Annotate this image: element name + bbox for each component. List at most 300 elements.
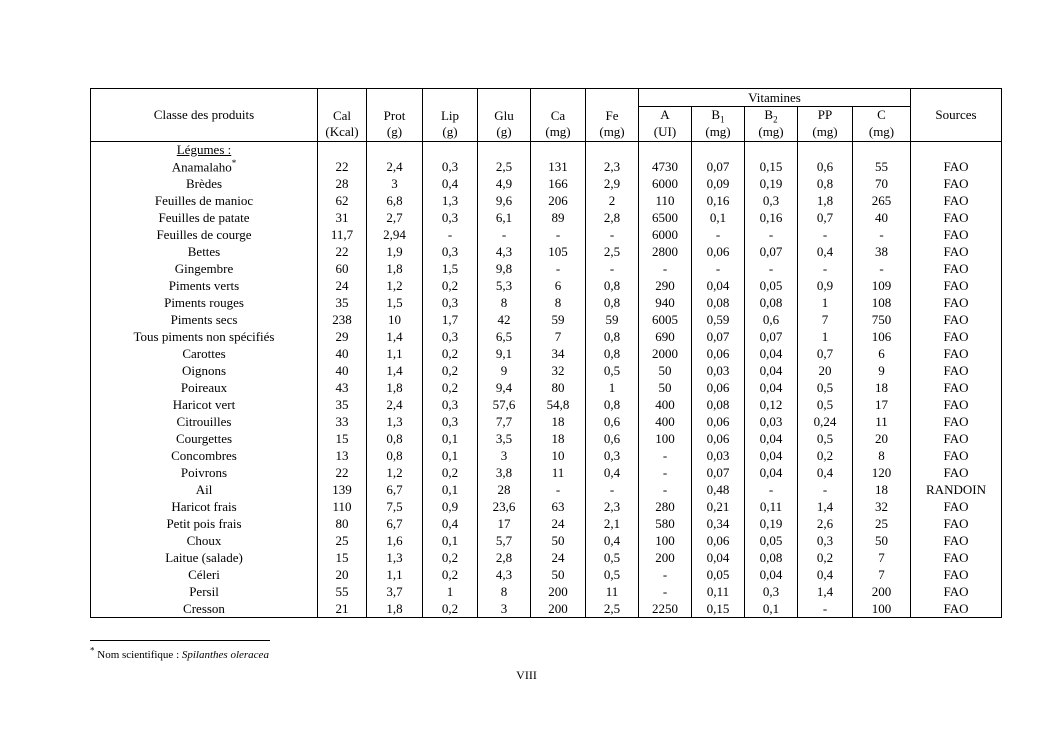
value-cell: 38 xyxy=(853,243,911,260)
value-cell: 400 xyxy=(639,396,692,413)
source-cell: FAO xyxy=(911,158,1002,175)
table-row xyxy=(91,158,1002,175)
value-cell: 0,2 xyxy=(798,447,853,464)
value-cell: 22 xyxy=(318,464,367,481)
footnote xyxy=(90,640,270,661)
table-row xyxy=(91,175,1002,192)
product-name-cell: Concombres xyxy=(91,447,318,464)
value-cell: 6 xyxy=(853,345,911,362)
value-cell: 100 xyxy=(639,430,692,447)
value-cell: 23,6 xyxy=(478,498,531,515)
value-cell: 0,5 xyxy=(586,566,639,583)
source-cell: FAO xyxy=(911,362,1002,379)
col-name: Glu xyxy=(494,107,514,123)
product-name-cell: Carottes xyxy=(91,345,318,362)
value-cell: - xyxy=(798,600,853,617)
product-name-cell: Haricot frais xyxy=(91,498,318,515)
value-cell: 20 xyxy=(318,566,367,583)
value-cell: 0,04 xyxy=(692,549,745,566)
value-cell: 0,1 xyxy=(423,430,478,447)
group-label: Légumes : xyxy=(91,141,318,158)
value-cell: 0,3 xyxy=(423,396,478,413)
product-name-cell: Cresson xyxy=(91,600,318,617)
value-cell: 0,3 xyxy=(423,209,478,226)
product-name-cell: Feuilles de manioc xyxy=(91,192,318,209)
value-cell: 10 xyxy=(531,447,586,464)
product-name-cell: Gingembre xyxy=(91,260,318,277)
value-cell: 2,6 xyxy=(798,515,853,532)
value-cell: 9,1 xyxy=(478,345,531,362)
value-cell: 0,16 xyxy=(745,209,798,226)
col-name: Fe xyxy=(605,107,619,123)
value-cell: 50 xyxy=(639,379,692,396)
value-cell: - xyxy=(692,260,745,277)
source-cell: FAO xyxy=(911,549,1002,566)
value-cell: 290 xyxy=(639,277,692,294)
value-cell: 0,4 xyxy=(586,464,639,481)
value-cell: 7,5 xyxy=(367,498,423,515)
col-name: Ca xyxy=(550,107,566,123)
source-cell: FAO xyxy=(911,209,1002,226)
value-cell: 0,04 xyxy=(692,277,745,294)
value-cell: 0,9 xyxy=(798,277,853,294)
value-cell: - xyxy=(798,260,853,277)
value-cell: - xyxy=(639,566,692,583)
product-name-cell: Piments verts xyxy=(91,277,318,294)
value-cell: 50 xyxy=(853,532,911,549)
value-cell: 28 xyxy=(478,481,531,498)
value-cell: 8 xyxy=(531,294,586,311)
value-cell: 6,5 xyxy=(478,328,531,345)
value-cell: 15 xyxy=(318,430,367,447)
product-name-cell: Piments rouges xyxy=(91,294,318,311)
value-cell: 1 xyxy=(798,328,853,345)
value-cell: 6,8 xyxy=(367,192,423,209)
value-cell: 2,1 xyxy=(586,515,639,532)
value-cell: 13 xyxy=(318,447,367,464)
value-cell: 6,1 xyxy=(478,209,531,226)
col-header-glu xyxy=(478,89,531,142)
value-cell: 7,7 xyxy=(478,413,531,430)
empty-cell xyxy=(586,141,639,158)
value-cell: 6005 xyxy=(639,311,692,328)
empty-cell xyxy=(692,141,745,158)
source-cell: FAO xyxy=(911,583,1002,600)
value-cell: 0,15 xyxy=(745,158,798,175)
value-cell: 24 xyxy=(531,515,586,532)
value-cell: 2800 xyxy=(639,243,692,260)
value-cell: 0,34 xyxy=(692,515,745,532)
value-cell: 6000 xyxy=(639,175,692,192)
value-cell: 2,3 xyxy=(586,158,639,175)
value-cell: 0,4 xyxy=(798,566,853,583)
value-cell: 5,7 xyxy=(478,532,531,549)
value-cell: 1,1 xyxy=(367,566,423,583)
value-cell: 35 xyxy=(318,294,367,311)
value-cell: 0,7 xyxy=(798,209,853,226)
value-cell: 109 xyxy=(853,277,911,294)
value-cell: 59 xyxy=(586,311,639,328)
value-cell: 110 xyxy=(318,498,367,515)
value-cell: 0,1 xyxy=(692,209,745,226)
table-row xyxy=(91,226,1002,243)
value-cell: 1,2 xyxy=(367,464,423,481)
value-cell: 0,8 xyxy=(586,277,639,294)
value-cell: 6500 xyxy=(639,209,692,226)
table-row xyxy=(91,430,1002,447)
value-cell: 32 xyxy=(853,498,911,515)
product-name-cell: Bettes xyxy=(91,243,318,260)
value-cell: 0,4 xyxy=(798,464,853,481)
table-row xyxy=(91,260,1002,277)
value-cell: 0,08 xyxy=(745,294,798,311)
value-cell: 0,9 xyxy=(423,498,478,515)
table-row xyxy=(91,243,1002,260)
table-row xyxy=(91,294,1002,311)
value-cell: 1,5 xyxy=(367,294,423,311)
value-cell: 22 xyxy=(318,243,367,260)
value-cell: 2,4 xyxy=(367,158,423,175)
value-cell: 3 xyxy=(478,600,531,617)
table-row xyxy=(91,345,1002,362)
table-row xyxy=(91,549,1002,566)
value-cell: 0,06 xyxy=(692,430,745,447)
value-cell: 40 xyxy=(318,362,367,379)
value-cell: 4,3 xyxy=(478,566,531,583)
source-cell: FAO xyxy=(911,277,1002,294)
value-cell: 0,11 xyxy=(692,583,745,600)
col-header-vit-pp: PP xyxy=(798,107,853,124)
value-cell: 0,4 xyxy=(798,243,853,260)
empty-cell xyxy=(367,141,423,158)
source-cell: FAO xyxy=(911,175,1002,192)
value-cell: 0,16 xyxy=(692,192,745,209)
product-name-cell: Poireaux xyxy=(91,379,318,396)
nutrition-table xyxy=(90,88,1002,618)
value-cell: 0,5 xyxy=(798,379,853,396)
value-cell: 0,08 xyxy=(692,396,745,413)
value-cell: 6 xyxy=(531,277,586,294)
product-name-cell: Anamalaho* xyxy=(91,158,318,175)
value-cell: 0,8 xyxy=(586,294,639,311)
value-cell: 9 xyxy=(853,362,911,379)
product-name-cell: Feuilles de patate xyxy=(91,209,318,226)
value-cell: 0,5 xyxy=(798,430,853,447)
value-cell: 50 xyxy=(639,362,692,379)
value-cell: 100 xyxy=(639,532,692,549)
value-cell: 29 xyxy=(318,328,367,345)
value-cell: 2,8 xyxy=(586,209,639,226)
value-cell: 0,2 xyxy=(423,464,478,481)
value-cell: 3,7 xyxy=(367,583,423,600)
value-cell: 1,9 xyxy=(367,243,423,260)
value-cell: - xyxy=(423,226,478,243)
value-cell: 50 xyxy=(531,532,586,549)
value-cell: 10 xyxy=(367,311,423,328)
value-cell: 1,4 xyxy=(798,498,853,515)
value-cell: 8 xyxy=(853,447,911,464)
col-unit: (g) xyxy=(496,123,512,139)
value-cell: 11 xyxy=(586,583,639,600)
source-cell: FAO xyxy=(911,192,1002,209)
value-cell: 1,4 xyxy=(367,362,423,379)
value-cell: 0,07 xyxy=(692,158,745,175)
empty-cell xyxy=(639,141,692,158)
col-header-cal xyxy=(318,89,367,142)
value-cell: 15 xyxy=(318,549,367,566)
table-header xyxy=(91,89,1002,142)
value-cell: 0,05 xyxy=(745,532,798,549)
product-name-cell: Oignons xyxy=(91,362,318,379)
table-row xyxy=(91,379,1002,396)
col-header-product: Classe des produits xyxy=(91,89,318,142)
value-cell: 0,06 xyxy=(692,413,745,430)
value-cell: 1,3 xyxy=(367,413,423,430)
value-cell: 40 xyxy=(853,209,911,226)
value-cell: 265 xyxy=(853,192,911,209)
table-row xyxy=(91,464,1002,481)
source-cell: FAO xyxy=(911,379,1002,396)
value-cell: - xyxy=(586,481,639,498)
col-unit-vit-pp: (mg) xyxy=(798,123,853,141)
value-cell: 0,04 xyxy=(745,447,798,464)
value-cell: 0,08 xyxy=(692,294,745,311)
value-cell: 1,2 xyxy=(367,277,423,294)
value-cell: 0,6 xyxy=(798,158,853,175)
product-name-cell: Citrouilles xyxy=(91,413,318,430)
value-cell: 0,07 xyxy=(745,328,798,345)
source-cell: FAO xyxy=(911,243,1002,260)
value-cell: 690 xyxy=(639,328,692,345)
value-cell: 6000 xyxy=(639,226,692,243)
value-cell: 100 xyxy=(853,600,911,617)
value-cell: 0,6 xyxy=(745,311,798,328)
value-cell: 1,7 xyxy=(423,311,478,328)
value-cell: 200 xyxy=(531,600,586,617)
value-cell: - xyxy=(478,226,531,243)
value-cell: 200 xyxy=(853,583,911,600)
value-cell: 0,2 xyxy=(423,345,478,362)
source-cell: FAO xyxy=(911,345,1002,362)
col-header-lip xyxy=(423,89,478,142)
value-cell: 0,04 xyxy=(745,362,798,379)
value-cell: 9,4 xyxy=(478,379,531,396)
value-cell: 7 xyxy=(853,549,911,566)
table-row xyxy=(91,532,1002,549)
footnote-text: * Nom scientifique : Spilanthes oleracea xyxy=(90,645,269,661)
value-cell: 0,12 xyxy=(745,396,798,413)
value-cell: 1,8 xyxy=(367,260,423,277)
empty-cell xyxy=(318,141,367,158)
value-cell: 24 xyxy=(531,549,586,566)
value-cell: 2,5 xyxy=(478,158,531,175)
empty-cell xyxy=(745,141,798,158)
col-header-vit-b2: $B_2$ xyxy=(745,107,798,124)
value-cell: 1,4 xyxy=(798,583,853,600)
value-cell: 28 xyxy=(318,175,367,192)
value-cell: 1 xyxy=(423,583,478,600)
empty-cell xyxy=(911,141,1002,158)
value-cell: 0,8 xyxy=(586,345,639,362)
value-cell: 25 xyxy=(318,532,367,549)
value-cell: 0,03 xyxy=(692,362,745,379)
col-name: Lip xyxy=(440,107,460,123)
table-row xyxy=(91,498,1002,515)
page-number: VIII xyxy=(516,668,537,682)
value-cell: 5,3 xyxy=(478,277,531,294)
product-name-cell: Brèdes xyxy=(91,175,318,192)
value-cell: 0,6 xyxy=(586,430,639,447)
value-cell: 0,2 xyxy=(798,549,853,566)
value-cell: 89 xyxy=(531,209,586,226)
value-cell: 0,04 xyxy=(745,345,798,362)
product-name-cell: Ail xyxy=(91,481,318,498)
value-cell: 7 xyxy=(798,311,853,328)
value-cell: - xyxy=(853,260,911,277)
value-cell: 0,05 xyxy=(692,566,745,583)
value-cell: 0,5 xyxy=(586,362,639,379)
value-cell: 1,3 xyxy=(367,549,423,566)
value-cell: 0,2 xyxy=(423,600,478,617)
value-cell: 238 xyxy=(318,311,367,328)
value-cell: 580 xyxy=(639,515,692,532)
value-cell: - xyxy=(745,226,798,243)
value-cell: 18 xyxy=(531,430,586,447)
value-cell: - xyxy=(692,226,745,243)
value-cell: 17 xyxy=(478,515,531,532)
product-name-cell: Céleri xyxy=(91,566,318,583)
value-cell: 0,2 xyxy=(423,362,478,379)
value-cell: 0,04 xyxy=(745,566,798,583)
value-cell: 18 xyxy=(853,379,911,396)
value-cell: 2,9 xyxy=(586,175,639,192)
value-cell: 750 xyxy=(853,311,911,328)
col-unit-vit-c: (mg) xyxy=(853,123,911,141)
value-cell: 20 xyxy=(853,430,911,447)
col-unit: (g) xyxy=(386,123,403,139)
value-cell: - xyxy=(853,226,911,243)
value-cell: 0,03 xyxy=(692,447,745,464)
product-name-cell: Haricot vert xyxy=(91,396,318,413)
source-cell: FAO xyxy=(911,413,1002,430)
value-cell: 0,04 xyxy=(745,379,798,396)
col-header-vit-a: A xyxy=(639,107,692,124)
table-row xyxy=(91,600,1002,617)
value-cell: - xyxy=(639,260,692,277)
value-cell: 940 xyxy=(639,294,692,311)
value-cell: 4,9 xyxy=(478,175,531,192)
product-name-cell: Persil xyxy=(91,583,318,600)
value-cell: 57,6 xyxy=(478,396,531,413)
value-cell: 0,21 xyxy=(692,498,745,515)
vitamines-group-header: Vitamines xyxy=(639,89,911,107)
value-cell: 0,5 xyxy=(586,549,639,566)
col-header-sources: Sources xyxy=(911,89,1002,142)
empty-cell xyxy=(423,141,478,158)
value-cell: 22 xyxy=(318,158,367,175)
value-cell: 0,06 xyxy=(692,379,745,396)
value-cell: 55 xyxy=(853,158,911,175)
value-cell: 0,8 xyxy=(367,447,423,464)
value-cell: 2000 xyxy=(639,345,692,362)
value-cell: 54,8 xyxy=(531,396,586,413)
value-cell: 70 xyxy=(853,175,911,192)
value-cell: 0,06 xyxy=(692,243,745,260)
group-row xyxy=(91,141,1002,158)
value-cell: 0,19 xyxy=(745,175,798,192)
value-cell: 0,3 xyxy=(423,243,478,260)
value-cell: 0,11 xyxy=(745,498,798,515)
empty-cell xyxy=(853,141,911,158)
value-cell: 106 xyxy=(853,328,911,345)
value-cell: 108 xyxy=(853,294,911,311)
value-cell: 31 xyxy=(318,209,367,226)
value-cell: 0,2 xyxy=(423,566,478,583)
col-name: Prot xyxy=(383,107,406,123)
value-cell: 1 xyxy=(586,379,639,396)
value-cell: 1,4 xyxy=(367,328,423,345)
value-cell: 206 xyxy=(531,192,586,209)
value-cell: 0,8 xyxy=(367,430,423,447)
value-cell: 0,3 xyxy=(586,447,639,464)
source-cell: FAO xyxy=(911,532,1002,549)
value-cell: 8 xyxy=(478,294,531,311)
value-cell: 7 xyxy=(531,328,586,345)
value-cell: 1,8 xyxy=(367,600,423,617)
table-row xyxy=(91,566,1002,583)
value-cell: - xyxy=(531,481,586,498)
value-cell: 24 xyxy=(318,277,367,294)
value-cell: 166 xyxy=(531,175,586,192)
product-name-cell: Poivrons xyxy=(91,464,318,481)
value-cell: 1,8 xyxy=(367,379,423,396)
species-name: Spilanthes oleracea xyxy=(181,648,269,661)
value-cell: 60 xyxy=(318,260,367,277)
table-row xyxy=(91,396,1002,413)
value-cell: 0,04 xyxy=(745,430,798,447)
value-cell: 0,3 xyxy=(423,158,478,175)
value-cell: 0,1 xyxy=(745,600,798,617)
value-cell: - xyxy=(639,583,692,600)
value-cell: - xyxy=(586,260,639,277)
value-cell: 2,5 xyxy=(586,600,639,617)
table-row xyxy=(91,413,1002,430)
value-cell: 0,24 xyxy=(798,413,853,430)
value-cell: - xyxy=(639,447,692,464)
value-cell: 80 xyxy=(531,379,586,396)
empty-cell xyxy=(478,141,531,158)
value-cell: 40 xyxy=(318,345,367,362)
product-name-cell: Laitue (salade) xyxy=(91,549,318,566)
table-row xyxy=(91,515,1002,532)
value-cell: 0,06 xyxy=(692,532,745,549)
empty-cell xyxy=(798,141,853,158)
value-cell: 1 xyxy=(798,294,853,311)
table-row xyxy=(91,481,1002,498)
value-cell: 0,07 xyxy=(745,243,798,260)
value-cell: 17 xyxy=(853,396,911,413)
value-cell: 4,3 xyxy=(478,243,531,260)
value-cell: 50 xyxy=(531,566,586,583)
value-cell: 59 xyxy=(531,311,586,328)
value-cell: - xyxy=(745,260,798,277)
value-cell: 0,19 xyxy=(745,515,798,532)
product-name-cell: Courgettes xyxy=(91,430,318,447)
value-cell: 0,07 xyxy=(692,328,745,345)
value-cell: 0,06 xyxy=(692,345,745,362)
value-cell: 200 xyxy=(531,583,586,600)
value-cell: 131 xyxy=(531,158,586,175)
